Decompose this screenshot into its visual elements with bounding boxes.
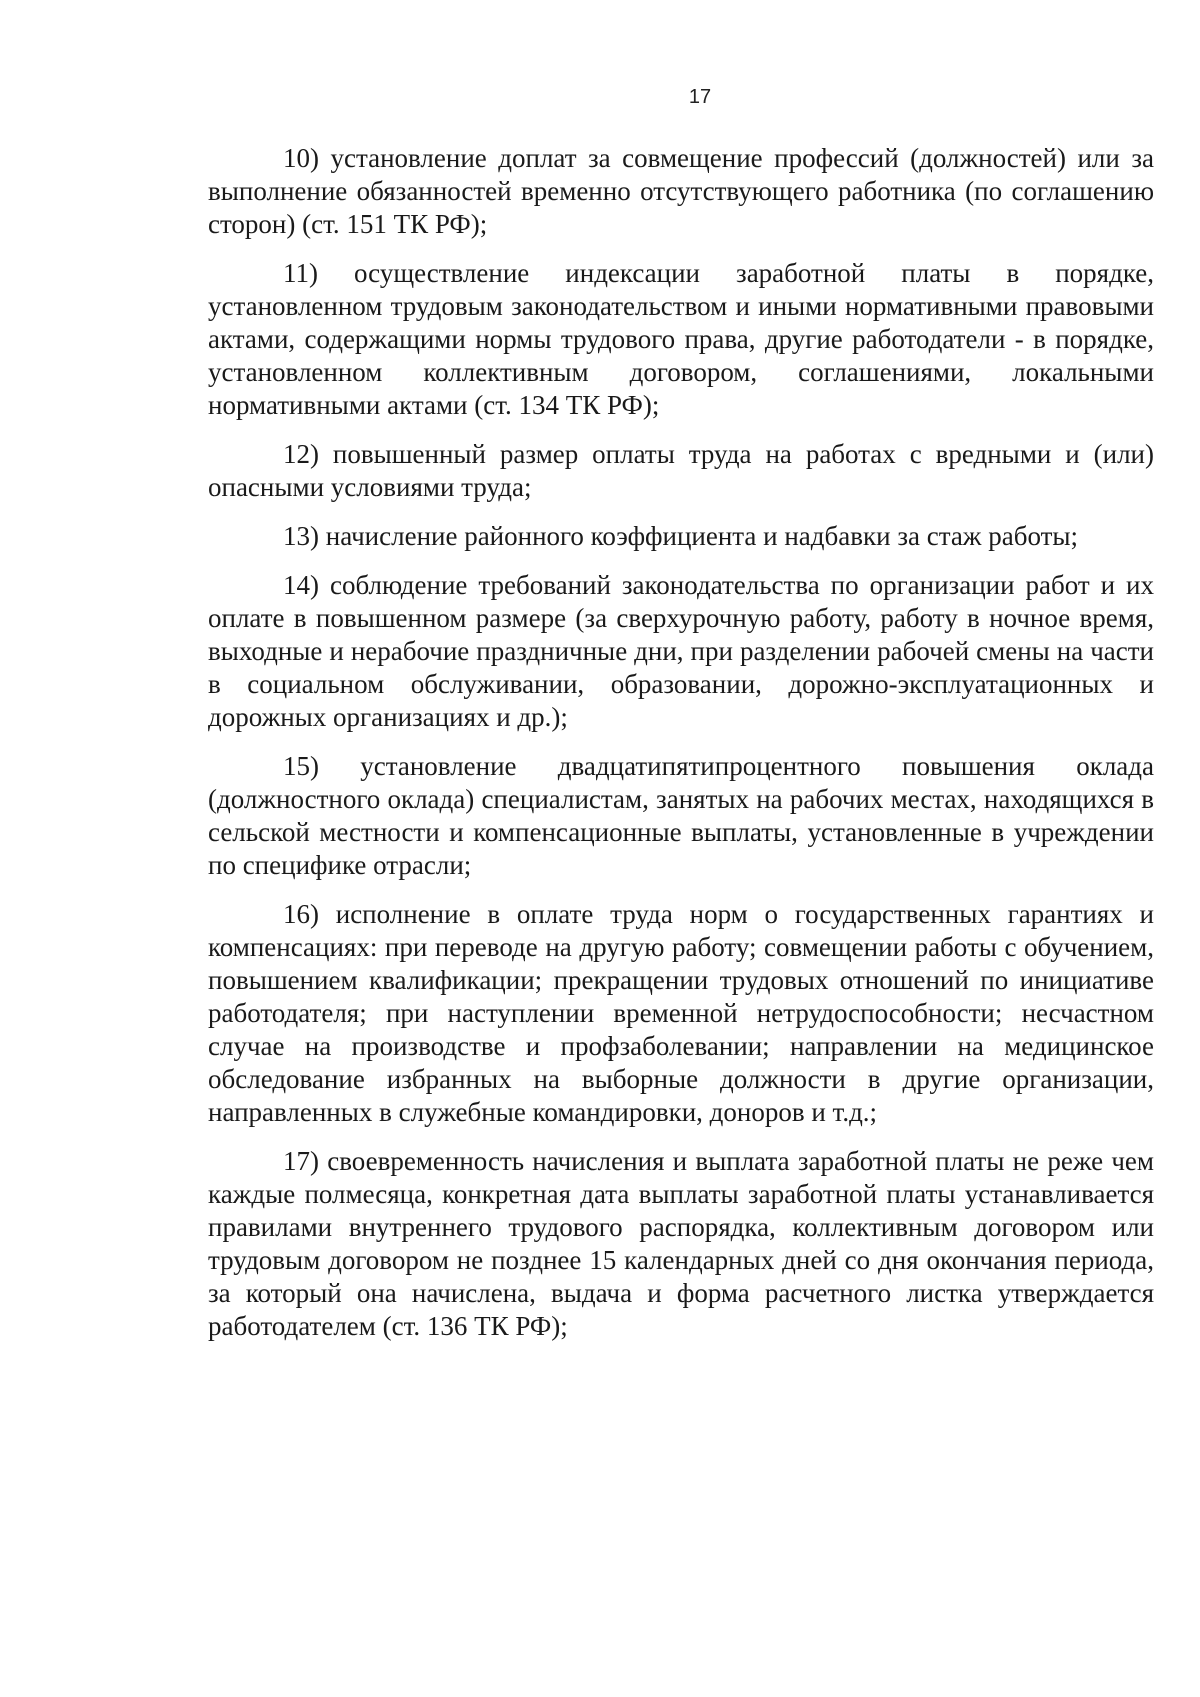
page-number: 17: [688, 86, 712, 108]
paragraph-16: 16) исполнение в оплате труда норм о государственных гарантиях и компенсациях: при переводе на другую работу; совмещении работы с обучением, повышением квалификации; прекращении трудовых отношений по инициативе работодателя; при наступлении временной нетрудоспособности; несчастном случае на производстве и профзаболевании; направлении на медицинское обследование избранных на выборные должности в другие организации, направленных в служебные командировки, доноров и т.д.;: [208, 899, 1154, 1127]
paragraph-13: 13) начисление районного коэффициента и надбавки за стаж работы;: [283, 521, 1079, 551]
paragraph-17: 17) своевременность начисления и выплата заработной платы не реже чем каждые полмесяца, конкретная дата выплаты заработной платы устанавливается правилами внутреннего трудового распорядка, коллективным договором или трудовым договором не позднее 15 календарных дней со дня окончания периода, за который она начислена, выдача и форма расчетного листка утверждается работодателем (ст. 136 ТК РФ);: [208, 1146, 1154, 1341]
paragraph-12: 12) повышенный размер оплаты труда на работах с вредными и (или) опасными условиями труда;: [208, 439, 1154, 502]
paragraph-11: 11) осуществление индексации заработной платы в порядке, установленном трудовым законодательством и иными нормативными правовыми актами, содержащими нормы трудового права, другие работодатели - в порядке, установленном коллективным договором, соглашениями, локальными нормативными актами (ст. 134 ТК РФ);: [208, 258, 1154, 420]
paragraph-15: 15) установление двадцатипятипроцентного повышения оклада (должностного оклада) специалистам, занятых на рабочих местах, находящихся в сельской местности и компенсационные выплаты, установленные в учреждении по специфике отрасли;: [208, 751, 1154, 880]
paragraph-10: 10) установление доплат за совмещение профессий (должностей) или за выполнение обязанностей временно отсутствующего работника (по соглашению сторон) (ст. 151 ТК РФ);: [208, 143, 1154, 239]
paragraph-14: 14) соблюдение требований законодательства по организации работ и их оплате в повышенном размере (за сверхурочную работу, работу в ночное время, выходные и нерабочие праздничные дни, при разделении рабочей смены на части в социальном обслуживании, образовании, дорожно-эксплуатационных и дорожных организациях и др.);: [208, 570, 1154, 732]
document-body: [208, 142, 1154, 1359]
